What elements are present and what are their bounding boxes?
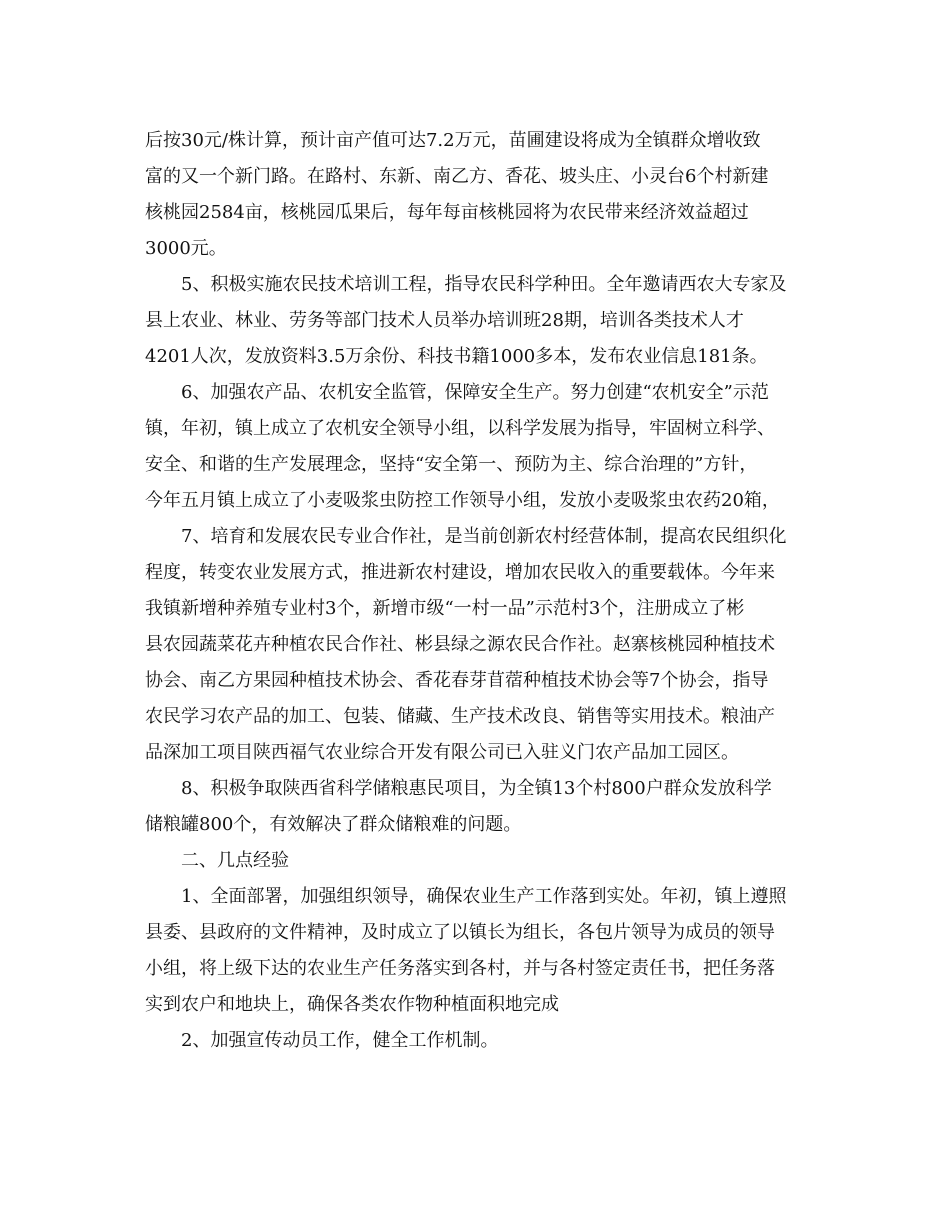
paragraph-item-7 — [145, 519, 815, 771]
text-line: 品深加工项目陕西福气农业综合开发有限公司已入驻义门农产品加工园区。 — [145, 742, 739, 763]
text-line: 农民学习农产品的加工、包装、储藏、生产技术改良、销售等实用技术。粮油产 — [145, 706, 775, 727]
section-heading-experience — [145, 843, 815, 879]
text-line: 镇，年初，镇上成立了农机安全领导小组，以科学发展为指导，牢固树立科学、 — [145, 418, 775, 439]
paragraph-item-5 — [145, 267, 815, 375]
text-line: 县农园蔬菜花卉种植农民合作社、彬县绿之源农民合作社。赵寨核桃园种植技术 — [145, 634, 775, 655]
text-line: 今年五月镇上成立了小麦吸浆虫防控工作领导小组，发放小麦吸浆虫农药20箱， — [145, 490, 780, 511]
document-body — [145, 123, 815, 1059]
text-line: 6、加强农产品、农机安全监管，保障安全生产。努力创建“农机安全”示范 — [181, 382, 769, 403]
paragraph-experience-2 — [145, 1023, 815, 1059]
text-line: 8、积极争取陕西省科学储粮惠民项目，为全镇13个村800户群众发放科学 — [181, 778, 772, 799]
text-line: 安全、和谐的生产发展理念，坚持“安全第一、预防为主、综合治理的”方针， — [145, 454, 758, 475]
text-line: 4201人次，发放资料3.5万余份、科技书籍1000多本，发布农业信息181条。 — [145, 346, 768, 367]
text-line: 协会、南乙方果园种植技术协会、香花春芽苜蓿种植技术协会等7个协会，指导 — [145, 670, 769, 691]
text-line: 5、积极实施农民技术培训工程，指导农民科学种田。全年邀请西农大专家及 — [181, 274, 787, 295]
paragraph-experience-1 — [145, 879, 815, 1023]
text-line: 程度，转变农业发展方式，推进新农村建设，增加农民收入的重要载体。今年来 — [145, 562, 775, 583]
text-line: 实到农户和地块上，确保各类农作物种植面积地完成 — [145, 994, 559, 1015]
paragraph-continuation — [145, 123, 815, 267]
text-line: 后按30元/株计算，预计亩产值可达7.2万元，苗圃建设将成为全镇群众增收致 — [145, 130, 761, 151]
paragraph-item-8 — [145, 771, 815, 843]
text-line: 1、全面部署，加强组织领导，确保农业生产工作落到实处。年初，镇上遵照 — [181, 886, 787, 907]
text-line: 3000元。 — [145, 238, 227, 259]
text-line: 储粮罐800个，有效解决了群众储粮难的问题。 — [145, 814, 522, 835]
text-line: 县委、县政府的文件精神，及时成立了以镇长为组长，各包片领导为成员的领导 — [145, 922, 775, 943]
text-line: 二、几点经验 — [181, 850, 289, 871]
text-line: 我镇新增种养殖专业村3个，新增市级“一村一品”示范村3个，注册成立了彬 — [145, 598, 745, 619]
text-line: 7、培育和发展农民专业合作社，是当前创新农村经营体制，提高农民组织化 — [181, 526, 787, 547]
paragraph-item-6 — [145, 375, 815, 519]
text-line: 富的又一个新门路。在路村、东新、南乙方、香花、坡头庄、小灵台6个村新建 — [145, 166, 769, 187]
text-line: 县上农业、林业、劳务等部门技术人员举办培训班28期，培训各类技术人才 — [145, 310, 744, 331]
text-line: 2、加强宣传动员工作，健全工作机制。 — [181, 1030, 499, 1051]
text-line: 小组，将上级下达的农业生产任务落实到各村，并与各村签定责任书，把任务落 — [145, 958, 775, 979]
text-line: 核桃园2584亩，核桃园瓜果后，每年每亩核桃园将为农民带来经济效益超过 — [145, 202, 749, 223]
